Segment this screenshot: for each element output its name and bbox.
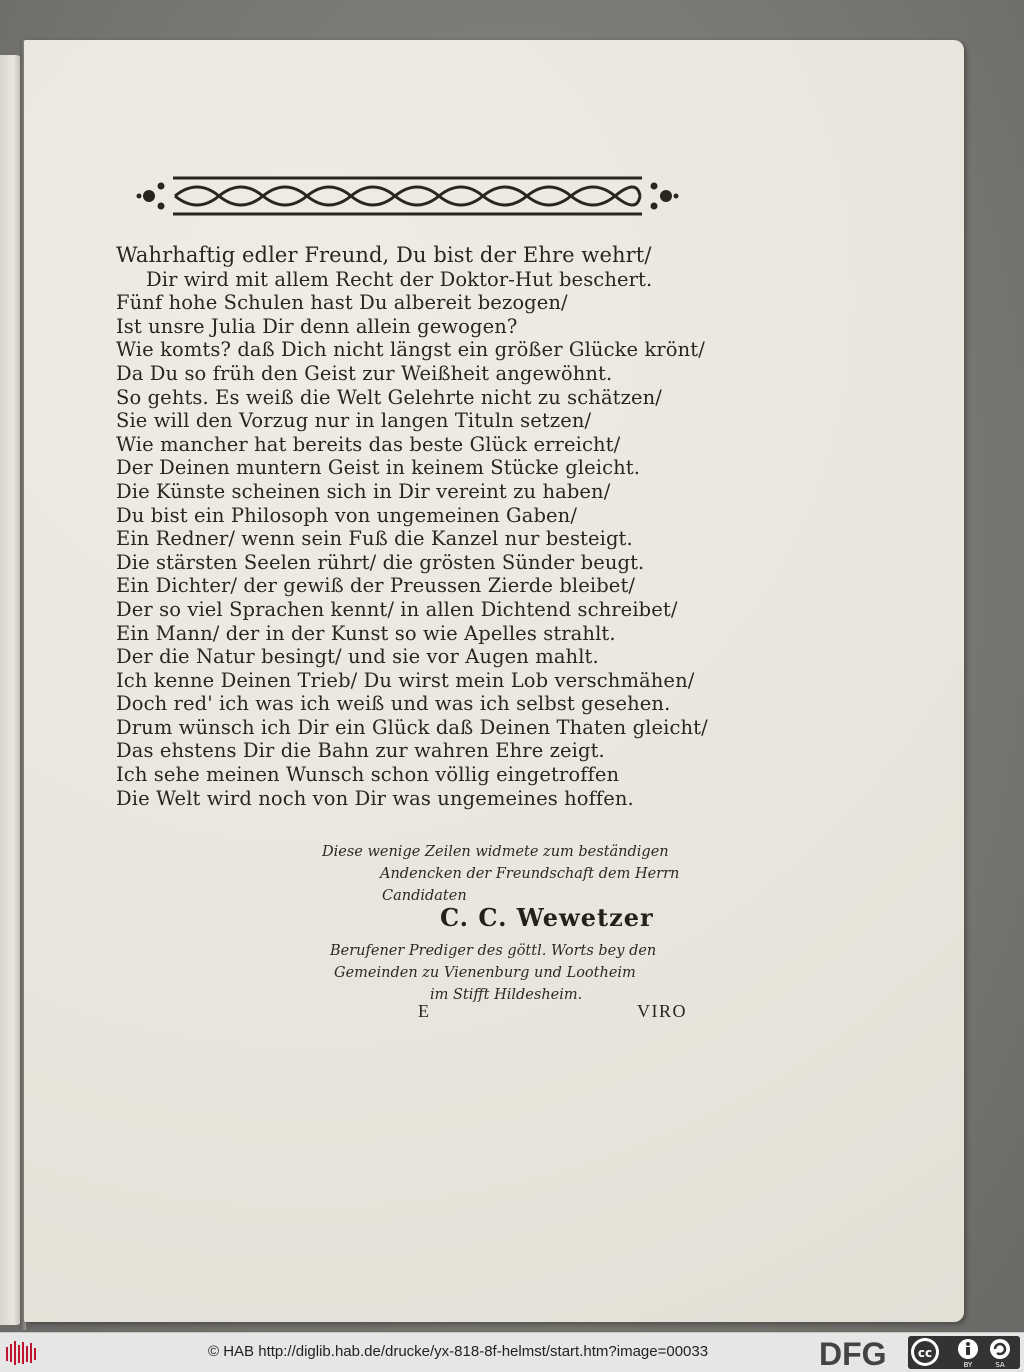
dfg-logo-icon[interactable] xyxy=(819,1337,907,1369)
poem-line: Du bist ein Philosoph von ungemeinen Gaben/ xyxy=(116,503,577,527)
poem-line: Wahrhaftig edler Freund, Du bist der Ehre wehrt/ xyxy=(116,243,652,267)
poem-line: Fünf hohe Schulen hast Du albereit bezogen/ xyxy=(116,291,568,315)
office-line: Gemeinden zu Vienenburg und Lootheim xyxy=(334,965,636,981)
signature-mark: E xyxy=(418,1001,429,1021)
office-line: im Stifft Hildesheim. xyxy=(430,987,583,1003)
poem-line: Der so viel Sprachen kennt/ in allen Dichtend schreibet/ xyxy=(116,597,678,621)
dedication-block xyxy=(322,841,722,907)
poem-line: Wie komts? daß Dich nicht längst ein größer Glücke krönt/ xyxy=(116,338,705,362)
footer-bar xyxy=(0,1332,1024,1372)
poem-line: Ein Redner/ wenn sein Fuß die Kanzel nur besteigt. xyxy=(116,527,633,551)
hab-logo-icon[interactable] xyxy=(6,1341,38,1365)
poem-line: Dir wird mit allem Recht der Doktor-Hut beschert. xyxy=(146,267,653,291)
poem-line: Ich sehe meinen Wunsch schon völlig eingetroffen xyxy=(116,763,620,787)
dedication-line: Andencken der Freundschaft dem Herrn xyxy=(380,866,680,882)
poem-line: Der Deinen muntern Geist in keinem Stücke gleicht. xyxy=(116,456,641,480)
catchword: VIRO xyxy=(637,1001,687,1021)
dfg-logo-text: DFG xyxy=(819,1337,887,1369)
poem-line: Da Du so früh den Geist zur Weißheit angewöhnt. xyxy=(116,361,613,385)
copyright-link[interactable]: © HAB http://diglib.hab.de/drucke/yx-818-8f-helmst/start.htm?image=00033 xyxy=(208,1343,709,1360)
cc-license-icon[interactable] xyxy=(908,1336,1020,1369)
poem-line: Doch red' ich was ich weiß und was ich selbst gesehen. xyxy=(116,692,671,716)
poem-line: Ich kenne Deinen Trieb/ Du wirst mein Lob verschmähen/ xyxy=(116,668,695,692)
poem-line: Die Welt wird noch von Dir was ungemeines hoffen. xyxy=(116,786,634,810)
author-office xyxy=(330,940,730,1006)
dedication-line: Diese wenige Zeilen widmete zum beständigen xyxy=(322,844,669,860)
poem-line: Drum wünsch ich Dir ein Glück daß Deinen Thaten gleicht/ xyxy=(116,715,708,739)
poem-line: Das ehstens Dir die Bahn zur wahren Ehre zeigt. xyxy=(116,739,605,763)
poem-line: Der die Natur besingt/ und sie vor Augen mahlt. xyxy=(116,645,599,669)
poem-line: Die Künste scheinen sich in Dir vereint zu haben/ xyxy=(116,479,611,503)
poem-line: Wie mancher hat bereits das beste Glück erreicht/ xyxy=(116,432,621,456)
sa-label: SA xyxy=(995,1361,1005,1369)
poem-line: Ein Dichter/ der gewiß der Preussen Zierde bleibet/ xyxy=(116,574,636,598)
office-line: Berufener Prediger des göttl. Worts bey den xyxy=(330,943,657,959)
by-label: BY xyxy=(963,1361,973,1369)
poem-text xyxy=(116,244,716,810)
poem-line: Ist unsre Julia Dir denn allein gewogen? xyxy=(116,314,518,338)
dedication-line: Candidaten xyxy=(382,888,467,904)
poem-line: Die stärsten Seelen rührt/ die grösten Sünder beugt. xyxy=(116,550,645,574)
poem-line: So gehts. Es weiß die Welt Gelehrte nicht zu schätzen/ xyxy=(116,385,662,409)
poem-line: Sie will den Vorzug nur in langen Tituln setzen/ xyxy=(116,409,592,433)
ornament-band-icon xyxy=(135,172,680,220)
poem-line: Ein Mann/ der in der Kunst so wie Apelles strahlt. xyxy=(116,621,616,645)
cc-label: cc xyxy=(917,1346,933,1360)
author-name: C. C. Wewetzer xyxy=(440,903,654,932)
previous-page-edge xyxy=(0,55,22,1325)
